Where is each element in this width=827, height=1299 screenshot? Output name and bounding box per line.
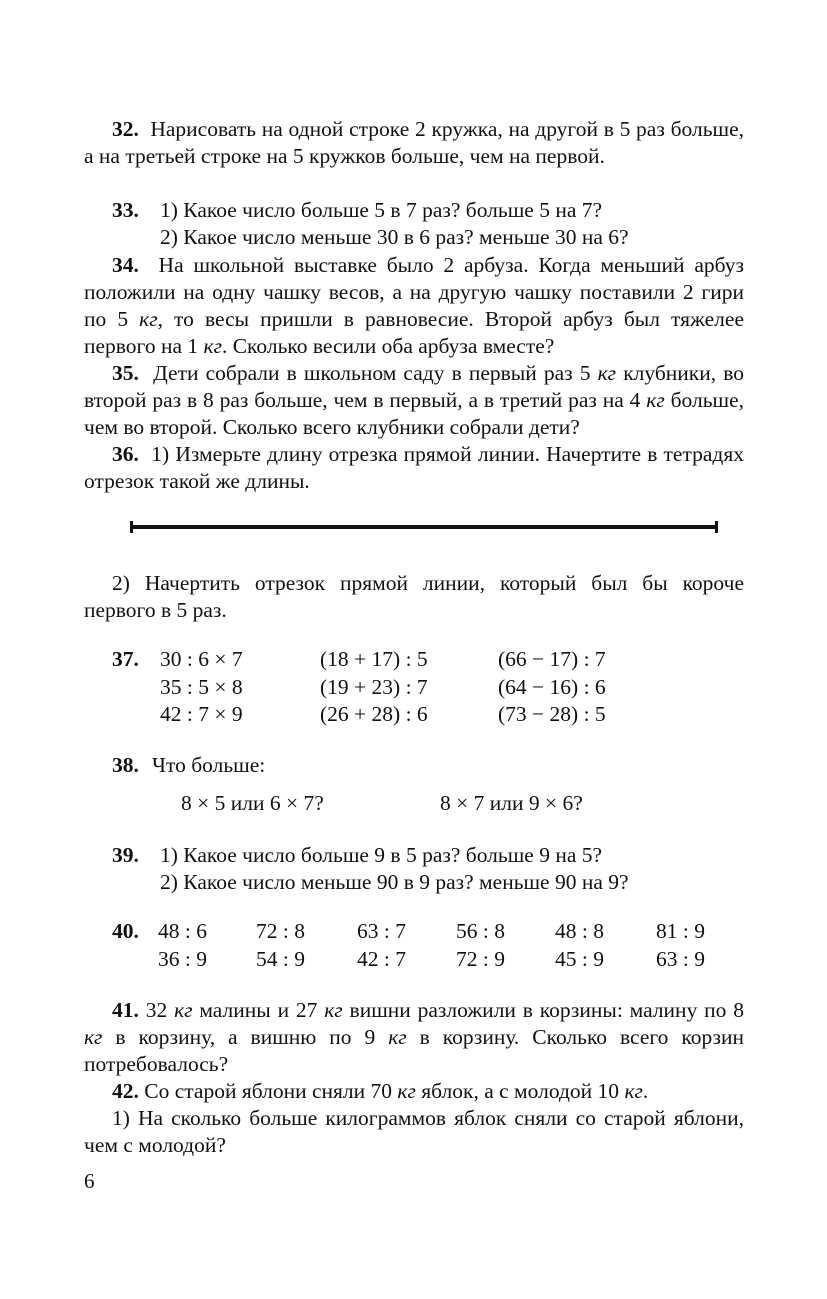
- problem-38: [112, 752, 266, 779]
- problem-33-line1: 1) Какое число больше 5 в 7 раз? больше 5 на 7?: [160, 198, 603, 222]
- line-segment: [130, 521, 718, 533]
- problem-34-text: [84, 252, 744, 360]
- expression: 72 : 8: [256, 919, 305, 943]
- segment-end-left: [130, 521, 133, 533]
- problem-36-part2: [84, 570, 744, 624]
- text-run: вишни разложили в корзины: малину по 8: [342, 998, 744, 1022]
- problem-32-text: [84, 116, 744, 170]
- text-run: Дети собрали в школьном саду в первый раз 5: [153, 361, 598, 385]
- text-run: На школьной выставке было 2 арбуза. Когда меньший арбуз положили на одну чашку весов, а на другую чашку поставили 2 гири по 5: [84, 253, 745, 331]
- problem-number: 38.: [112, 753, 139, 777]
- comparison-a: 8 × 5 или 6 × 7?: [181, 791, 324, 815]
- problem-39-line2: 2) Какое число меньше 90 в 9 раз? меньше 90 на 9?: [160, 870, 629, 894]
- unit-kg: кг: [646, 388, 665, 412]
- problem-number: 42.: [112, 1079, 139, 1103]
- expression: 54 : 9: [256, 946, 305, 971]
- expression: 36 : 9: [158, 946, 207, 971]
- text-run: в корзину. Сколько всего корзин потребовалось?: [84, 1025, 744, 1076]
- text-run: в корзину, а вишню по 9: [102, 1025, 389, 1049]
- problem-number: 32.: [112, 117, 139, 141]
- problem-33-line2: 2) Какое число меньше 30 в 6 раз? меньше 30 на 6?: [160, 225, 629, 249]
- problem-number: 35.: [112, 361, 139, 385]
- expression: 35 : 5 × 8: [160, 674, 243, 699]
- problem-35-text: [84, 360, 744, 441]
- expression: 56 : 8: [456, 919, 505, 943]
- text-run: малины и 27: [192, 998, 325, 1022]
- problem-36-part2-text: 2) Начертить отрезок прямой линии, который был бы короче первого в 5 раз.: [84, 571, 744, 622]
- text-run: . Сколько весили оба арбуза вместе?: [221, 334, 555, 358]
- problem-35: [84, 360, 744, 441]
- problem-36-text: [84, 441, 744, 495]
- expression: 45 : 9: [555, 946, 604, 971]
- page-number: 6: [84, 1169, 95, 1193]
- problem-number: 36.: [112, 442, 139, 466]
- problem-42: [84, 1078, 744, 1159]
- expression: (73 − 28) : 5: [498, 702, 606, 726]
- text-run: клубники, во второй раз в 8 раз больше, чем в первый, а в третий раз на 4: [84, 361, 744, 412]
- comparison-b: 8 × 7 или 9 × 6?: [440, 791, 583, 815]
- expression: 63 : 7: [357, 919, 406, 943]
- unit-kg: кг: [174, 998, 193, 1022]
- text-run: 32: [138, 998, 175, 1022]
- text-run: яблок, а с молодой 10: [415, 1079, 625, 1103]
- segment-end-right: [715, 521, 718, 533]
- text-run: больше, чем во второй. Сколько всего клубники собрали дети?: [84, 388, 744, 439]
- problem-33: [112, 197, 603, 224]
- expression: 63 : 9: [656, 946, 705, 971]
- unit-kg: кг: [397, 1079, 416, 1103]
- expression: (19 + 23) : 7: [320, 674, 428, 699]
- text-run: Со старой яблони сняли 70: [138, 1079, 398, 1103]
- problem-number: 40.: [112, 919, 139, 943]
- problem-38-text: Что больше:: [152, 753, 266, 777]
- problem-42-text: [84, 1078, 744, 1105]
- problem-32: [84, 116, 744, 170]
- unit-kg: кг: [324, 998, 343, 1022]
- expression: 42 : 7: [357, 946, 406, 971]
- problem-32-body: Нарисовать на одной строке 2 кружка, на другой в 5 раз больше, а на третьей строке на 5 кружков больше, чем на первой.: [84, 117, 744, 168]
- problem-number: 39.: [112, 843, 139, 867]
- problem-number: 33.: [112, 198, 139, 222]
- expression: 72 : 9: [456, 946, 505, 971]
- problem-number: 34.: [112, 253, 139, 277]
- expression: (26 + 28) : 6: [320, 702, 428, 726]
- problem-36: [84, 441, 744, 495]
- problem-42-part1: 1) На сколько больше килограммов яблок сняли со старой яблони, чем с молодой?: [84, 1106, 744, 1157]
- text-run: .: [642, 1079, 649, 1103]
- expression: (64 − 16) : 6: [498, 674, 606, 699]
- expression: 48 : 6: [158, 919, 207, 943]
- text-run: 1) Измерьте длину отрезка прямой линии. Начертите в тетрадях отрезок такой же длины.: [84, 442, 744, 493]
- expression: 42 : 7 × 9: [160, 702, 243, 726]
- text-run: , то весы пришли в равновесие. Второй арбуз был тяжелее первого на 1: [84, 307, 744, 358]
- unit-kg: кг: [84, 1025, 103, 1049]
- problem-39-line1: 1) Какое число больше 9 в 5 раз? больше 9 на 5?: [160, 843, 603, 867]
- problem-41: [84, 997, 744, 1078]
- problem-34: [84, 252, 744, 360]
- expression: (18 + 17) : 5: [320, 647, 428, 671]
- unit-kg: кг: [139, 307, 158, 331]
- expression: (66 − 17) : 7: [498, 647, 606, 671]
- segment-line: [130, 525, 718, 529]
- problem-number: 41.: [112, 998, 139, 1022]
- expression: 81 : 9: [656, 919, 705, 943]
- unit-kg: кг: [203, 334, 222, 358]
- problem-number: 37.: [112, 647, 139, 671]
- expression: 48 : 8: [555, 919, 604, 943]
- problem-39: [112, 842, 603, 869]
- unit-kg: кг: [597, 361, 617, 385]
- expression: 30 : 6 × 7: [160, 647, 243, 671]
- unit-kg: кг: [388, 1025, 407, 1049]
- problem-41-text: [84, 997, 744, 1078]
- unit-kg: кг: [624, 1079, 643, 1103]
